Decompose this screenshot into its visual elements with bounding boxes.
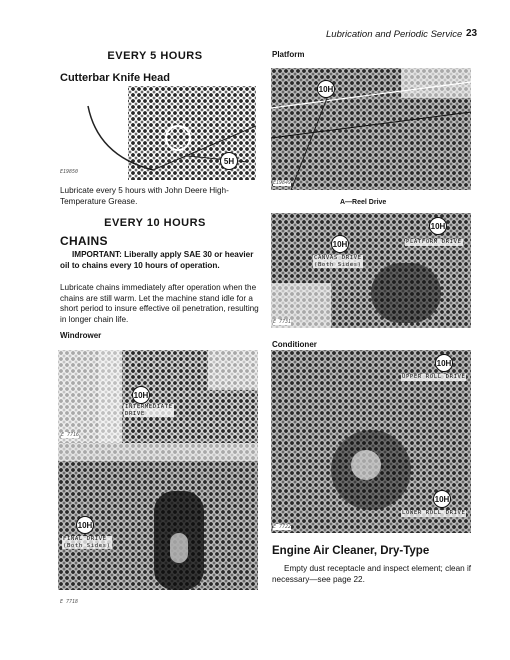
chains-text: Lubricate chains immediately after operation when the chains are still warm. Let the machine stand idle for a short period to insure effective oil penetration, resulting in longer chain life. (60, 283, 259, 324)
windrower-final-drive-photo (58, 443, 258, 590)
windrower-intermediate-photo (58, 350, 258, 443)
windrower-10h-badge-1: 10H (132, 386, 150, 404)
conditioner-10h-badge-1: 10H (435, 354, 453, 372)
platform-photo-code: E19849 (273, 180, 292, 186)
every-5-hours-heading: EVERY 5 HOURS (107, 50, 203, 62)
lower-roll-drive-label: LOWER ROLL DRIVE (402, 510, 466, 516)
every-10-hours-heading: EVERY 10 HOURS (104, 217, 206, 229)
lube-5h-badge: 5H (220, 152, 238, 170)
windrower-photo-code-2: E 7718 (60, 599, 79, 605)
canvas-drive-label: CANVAS DRIVE (Both Sides) (314, 255, 362, 268)
air-cleaner-title: Engine Air Cleaner, Dry-Type (272, 545, 430, 557)
conditioner-photo (271, 350, 471, 533)
section-header: Lubrication and Periodic Service (326, 29, 463, 40)
platform-shaft-lines (271, 68, 471, 190)
page-number: 23 (466, 28, 478, 39)
upper-roll-drive-label: UPPER ROLL DRIVE (402, 374, 466, 380)
windrower-title: Windrower (60, 331, 102, 340)
platform-title: Platform (272, 50, 305, 59)
cutterbar-photo (58, 86, 256, 180)
windrower-10h-badge-2: 10H (76, 516, 94, 534)
platform-canvas-drive-photo (271, 213, 471, 328)
drive-10h-badge-1: 10H (429, 217, 447, 235)
conditioner-10h-badge-2: 10H (433, 490, 451, 508)
platform-drive-label: PLATFORM DRIVE (406, 239, 462, 245)
platform-10h-badge: 10H (317, 80, 335, 98)
conditioner-title: Conditioner (272, 340, 317, 349)
final-drive-label: FINAL DRIVE (Both Sides) (63, 536, 111, 549)
air-cleaner-text: Empty dust receptacle and inspect element; clean if necessary—see page 22. (272, 564, 472, 584)
cutterbar-title: Cutterbar Knife Head (60, 72, 171, 84)
cutterbar-photo-code: E19850 (60, 169, 79, 175)
drive-photo-code: E 7731 (273, 319, 292, 325)
reel-drive-caption: A—Reel Drive (340, 199, 387, 206)
windrower-photo-code-1: E 7716 (61, 432, 80, 438)
chains-title: CHAINS (60, 234, 108, 248)
cutterbar-text: Lubricate every 5 hours with John Deere High-Temperature Grease. (60, 186, 229, 206)
drive-10h-badge-2: 10H (331, 235, 349, 253)
conditioner-photo-code: E 7722 (273, 524, 292, 530)
important-notice: IMPORTANT: Liberally apply SAE 30 or heavier oil to chains every 10 hours of operation. (60, 250, 254, 270)
intermediate-drive-label: INTERMEDIATE DRIVE (125, 404, 173, 417)
platform-reel-photo (271, 68, 471, 190)
